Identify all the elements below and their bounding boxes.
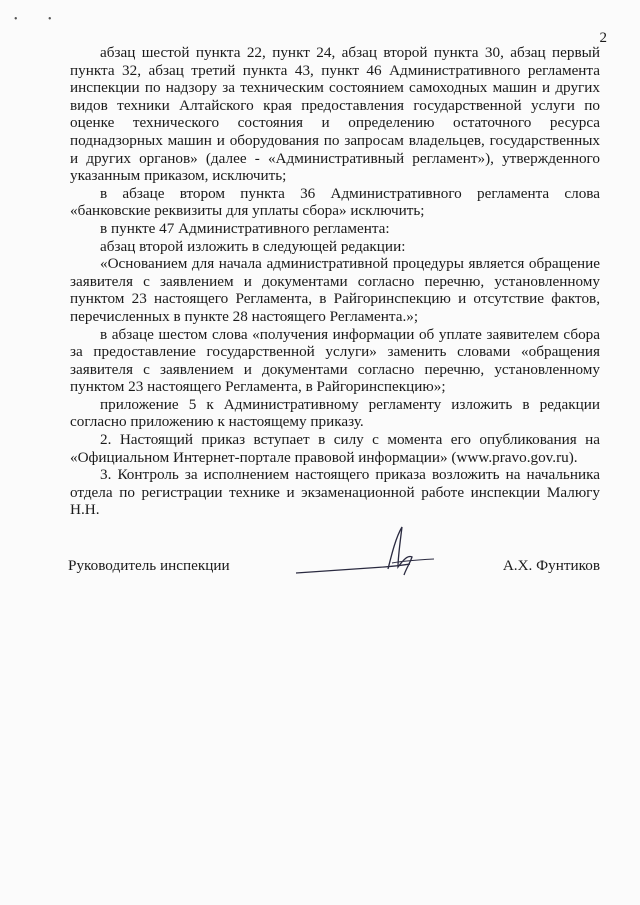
signatory-name: А.Х. Фунтиков xyxy=(502,557,600,574)
handwritten-signature xyxy=(292,523,442,583)
paragraph-appendix-5: приложение 5 к Административному регламенту изложить в редакции согласно приложению к настоящему приказу. xyxy=(70,395,600,431)
paragraph-sixth-abzac: в абзаце шестом слова «получения информации об уплате заявителем сбора за предоставление государственной услуги» заменить словами «обращения заявителя с заявлением и документами согласно перечню, установленному пунктом 23 настоящего Регламента, в Райгоринспекцию»; xyxy=(70,325,600,396)
paragraph-item-3: 3. Контроль за исполнением настоящего приказа возложить на начальника отдела по регистрации технике и экзаменационной работе инспекции Малюгу Н.Н. xyxy=(70,466,600,519)
scan-specks: • • xyxy=(14,14,66,25)
signatory-title: Руководитель инспекции xyxy=(68,557,230,574)
page-number: 2 xyxy=(599,30,607,46)
paragraph-item-2: 2. Настоящий приказ вступает в силу с момента его опубликования на «Официальном Интернет-портале правовой информации» (www.pravo.gov.ru). xyxy=(70,431,600,466)
document-body xyxy=(70,44,600,519)
paragraph-second-abzac: абзац второй изложить в следующей редакции: xyxy=(100,237,406,255)
paragraph-new-wording: «Основанием для начала административной процедуры является обращение заявителя с заявлением и документами согласно перечню, установленному пунктом 23 настоящего Регламента, в Райгоринспекцию и отсутствие фактов, перечисленных в пункте 28 настоящего Регламента.»; xyxy=(70,255,600,325)
paragraph-clause-47: в пункте 47 Административного регламента: xyxy=(100,219,390,237)
paragraph-clause-36: в абзаце втором пункта 36 Административного регламента слова «банковские реквизиты для уплаты сбора» исключить; xyxy=(70,184,600,220)
paragraph-excluded-provisions: абзац шестой пункта 22, пункт 24, абзац второй пункта 30, абзац первый пункта 32, абзац третий пункта 43, пункт 46 Административного регламента инспекции по надзору за техническим состоянием самоходных машин и других видов техники Алтайского края предоставления государственной услуги по оценке технического состояния и определению остаточного ресурса поднадзорных машин и оборудования по запросам владельцев, государственных и других органов» (далее - «Административный регламент»), утвержденного указанным приказом, исключить; xyxy=(70,44,600,185)
